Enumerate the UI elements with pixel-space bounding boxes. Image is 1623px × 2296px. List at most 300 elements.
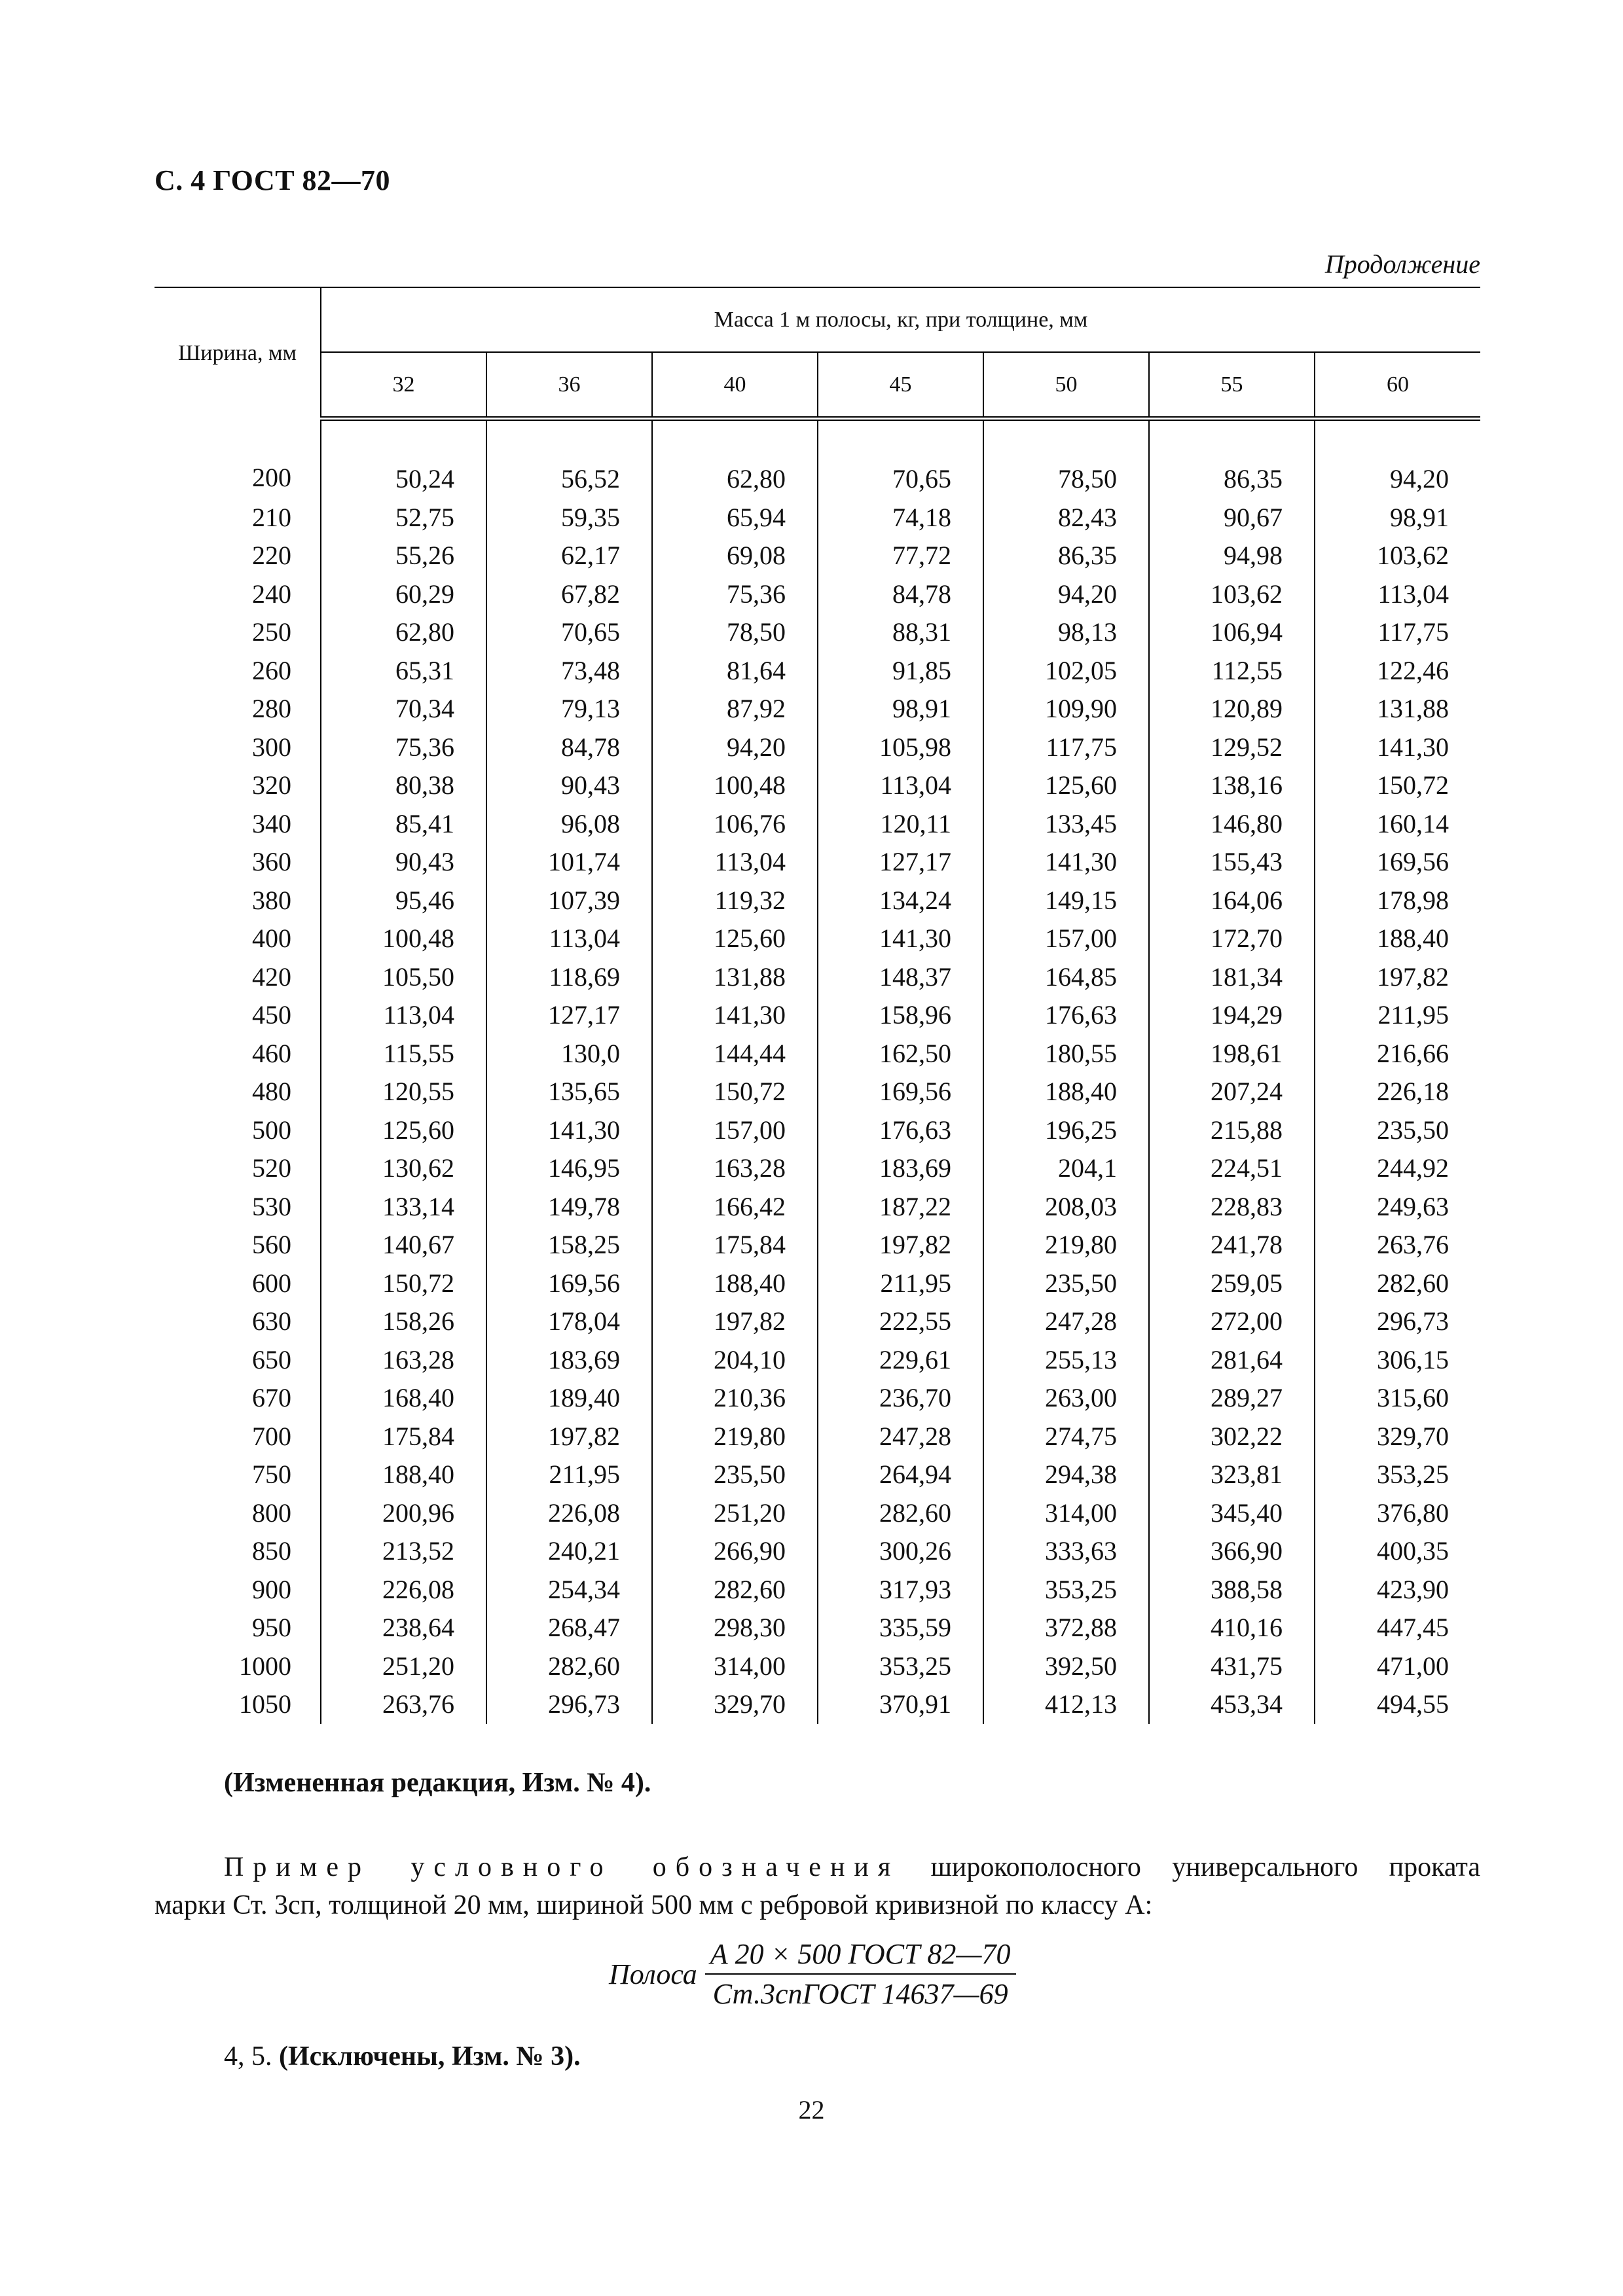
mass-cell: 131,88 <box>1377 694 1449 723</box>
mass-cell: 494,55 <box>1377 1689 1449 1719</box>
mass-cell: 75,36 <box>652 575 818 614</box>
mass-cell: 255,13 <box>983 1341 1149 1380</box>
mass-cell: 268,47 <box>486 1609 652 1647</box>
mass-cell: 266,90 <box>652 1532 818 1571</box>
table-row <box>155 1226 1480 1265</box>
mass-cell: 296,73 <box>486 1685 652 1724</box>
table-row <box>155 690 1480 728</box>
mass-cell: 247,28 <box>818 1418 983 1456</box>
mass-cell: 235,50 <box>1377 1115 1449 1145</box>
mass-cell: 224,51 <box>1149 1149 1315 1188</box>
table-row <box>155 996 1480 1035</box>
mass-cell: 376,80 <box>1377 1498 1449 1528</box>
mass-cell: 216,66 <box>1377 1038 1449 1068</box>
width-cell: 400 <box>155 920 321 958</box>
mass-cell: 282,60 <box>1377 1268 1449 1298</box>
width-cell: 750 <box>155 1456 321 1494</box>
continuation-label: Продолжение <box>1324 249 1480 279</box>
mass-cell: 204,10 <box>652 1341 818 1380</box>
mass-cell: 94,20 <box>983 575 1149 614</box>
mass-cell: 166,42 <box>652 1188 818 1227</box>
mass-cell: 62,80 <box>321 613 486 652</box>
mass-cell: 74,18 <box>818 499 983 537</box>
mass-cell: 298,30 <box>652 1609 818 1647</box>
mass-cell: 302,22 <box>1149 1418 1315 1456</box>
mass-cell: 263,76 <box>1377 1230 1449 1259</box>
width-cell: 210 <box>155 499 321 537</box>
mass-cell: 188,40 <box>983 1073 1149 1111</box>
mass-cell: 215,88 <box>1149 1111 1315 1150</box>
mass-cell: 264,94 <box>818 1456 983 1494</box>
mass-cell: 105,98 <box>818 728 983 767</box>
table-row <box>155 1609 1480 1647</box>
mass-cell: 226,08 <box>321 1571 486 1609</box>
mass-cell: 197,82 <box>652 1302 818 1341</box>
mass-cell: 198,61 <box>1149 1035 1315 1073</box>
mass-cell: 228,83 <box>1149 1188 1315 1227</box>
mass-cell: 400,35 <box>1377 1536 1449 1566</box>
formula-fraction <box>705 1937 1016 2011</box>
mass-cell: 241,78 <box>1149 1226 1315 1265</box>
mass-cell: 80,38 <box>321 766 486 805</box>
width-cell: 950 <box>155 1609 321 1647</box>
table-row <box>155 537 1480 575</box>
width-cell: 460 <box>155 1035 321 1073</box>
mass-cell: 113,04 <box>1377 579 1449 609</box>
table-row <box>155 1073 1480 1111</box>
mass-cell: 163,28 <box>321 1341 486 1380</box>
mass-cell: 119,32 <box>652 882 818 920</box>
mass-cell: 70,34 <box>321 690 486 728</box>
width-cell: 340 <box>155 805 321 844</box>
mass-cell: 150,72 <box>321 1265 486 1303</box>
table-row <box>155 1494 1480 1533</box>
width-cell: 320 <box>155 766 321 805</box>
mass-cell: 138,16 <box>1149 766 1315 805</box>
mass-cell: 274,75 <box>983 1418 1149 1456</box>
mass-cell: 388,58 <box>1149 1571 1315 1609</box>
mass-cell: 96,08 <box>486 805 652 844</box>
mass-cell: 200,96 <box>321 1494 486 1533</box>
mass-cell: 113,04 <box>321 996 486 1035</box>
mass-cell: 133,14 <box>321 1188 486 1227</box>
mass-cell: 120,11 <box>818 805 983 844</box>
formula-label: Полоса <box>609 1958 697 1990</box>
table-row <box>155 1685 1480 1724</box>
mass-cell: 117,75 <box>1377 617 1449 647</box>
mass-cell: 412,13 <box>983 1685 1149 1724</box>
mass-column-group-header: Масса 1 м полосы, кг, при толщине, мм <box>321 287 1480 352</box>
width-cell: 630 <box>155 1302 321 1341</box>
mass-cell: 70,65 <box>486 613 652 652</box>
table-row <box>155 1456 1480 1494</box>
mass-cell: 86,35 <box>1149 419 1315 499</box>
mass-cell: 392,50 <box>983 1647 1149 1686</box>
mass-cell: 183,69 <box>486 1341 652 1380</box>
width-cell: 380 <box>155 882 321 920</box>
width-cell: 700 <box>155 1418 321 1456</box>
mass-cell: 94,20 <box>652 728 818 767</box>
mass-cell: 176,63 <box>983 996 1149 1035</box>
mass-cell: 222,55 <box>818 1302 983 1341</box>
mass-cell: 329,70 <box>1377 1421 1449 1451</box>
width-cell: 480 <box>155 1073 321 1111</box>
mass-cell: 282,60 <box>818 1494 983 1533</box>
mass-cell: 134,24 <box>818 882 983 920</box>
table-row <box>155 805 1480 844</box>
mass-cell: 70,65 <box>818 419 983 499</box>
mass-cell: 300,26 <box>818 1532 983 1571</box>
table-row <box>155 1647 1480 1686</box>
mass-cell: 194,29 <box>1149 996 1315 1035</box>
mass-cell: 117,75 <box>983 728 1149 767</box>
mass-cell: 67,82 <box>486 575 652 614</box>
mass-cell: 50,24 <box>321 419 486 499</box>
width-cell: 500 <box>155 1111 321 1150</box>
thickness-header-60: 60 <box>1315 352 1480 419</box>
mass-cell: 90,67 <box>1149 499 1315 537</box>
thickness-header-45: 45 <box>818 352 983 419</box>
mass-cell: 101,74 <box>486 843 652 882</box>
width-cell: 670 <box>155 1379 321 1418</box>
mass-cell: 263,76 <box>321 1685 486 1724</box>
mass-cell: 164,85 <box>983 958 1149 997</box>
mass-cell: 81,64 <box>652 652 818 691</box>
page-header-title: С. 4 ГОСТ 82—70 <box>155 164 391 196</box>
mass-cell: 329,70 <box>652 1685 818 1724</box>
mass-cell: 447,45 <box>1377 1613 1449 1642</box>
mass-cell: 188,40 <box>321 1456 486 1494</box>
mass-cell: 335,59 <box>818 1609 983 1647</box>
mass-cell: 115,55 <box>321 1035 486 1073</box>
table-row <box>155 882 1480 920</box>
mass-cell: 65,94 <box>652 499 818 537</box>
mass-cell: 106,94 <box>1149 613 1315 652</box>
mass-cell: 98,91 <box>1390 502 1449 532</box>
mass-cell: 370,91 <box>818 1685 983 1724</box>
mass-cell: 196,25 <box>983 1111 1149 1150</box>
table-row <box>155 1188 1480 1227</box>
mass-cell: 155,43 <box>1149 843 1315 882</box>
mass-cell: 187,22 <box>818 1188 983 1227</box>
mass-cell: 197,82 <box>1377 961 1449 992</box>
thickness-header-row <box>155 352 1480 419</box>
mass-cell: 141,30 <box>983 843 1149 882</box>
example-line-1 <box>155 1848 1480 1886</box>
example-text-2: марки Ст. 3сп, толщиной 20 мм, шириной 500 мм с ребровой кривизной по классу А: <box>155 1890 1153 1920</box>
mass-cell: 183,69 <box>818 1149 983 1188</box>
mass-cell: 251,20 <box>652 1494 818 1533</box>
mass-cell: 226,08 <box>486 1494 652 1533</box>
mass-cell: 127,17 <box>486 996 652 1035</box>
table-row <box>155 1302 1480 1341</box>
width-cell: 240 <box>155 575 321 614</box>
mass-cell: 176,63 <box>818 1111 983 1150</box>
mass-cell: 172,70 <box>1149 920 1315 958</box>
mass-cell: 98,13 <box>983 613 1149 652</box>
mass-cell: 86,35 <box>983 537 1149 575</box>
mass-cell: 163,28 <box>652 1149 818 1188</box>
mass-cell: 120,55 <box>321 1073 486 1111</box>
mass-cell: 79,13 <box>486 690 652 728</box>
table-row <box>155 1111 1480 1150</box>
mass-cell: 62,17 <box>486 537 652 575</box>
mass-cell: 77,72 <box>818 537 983 575</box>
thickness-header-50: 50 <box>983 352 1149 419</box>
mass-cell: 150,72 <box>652 1073 818 1111</box>
mass-cell: 164,06 <box>1149 882 1315 920</box>
mass-cell: 178,04 <box>486 1302 652 1341</box>
table-row <box>155 652 1480 691</box>
mass-cell: 213,52 <box>321 1532 486 1571</box>
mass-cell: 366,90 <box>1149 1532 1315 1571</box>
mass-cell: 323,81 <box>1149 1456 1315 1494</box>
mass-cell: 60,29 <box>321 575 486 614</box>
mass-cell: 120,89 <box>1149 690 1315 728</box>
mass-cell: 75,36 <box>321 728 486 767</box>
mass-cell: 78,50 <box>652 613 818 652</box>
mass-cell: 150,72 <box>1377 770 1449 800</box>
mass-cell: 333,63 <box>983 1532 1149 1571</box>
mass-cell: 85,41 <box>321 805 486 844</box>
mass-cell: 211,95 <box>818 1265 983 1303</box>
table-row <box>155 1149 1480 1188</box>
width-cell: 560 <box>155 1226 321 1265</box>
mass-cell: 289,27 <box>1149 1379 1315 1418</box>
mass-cell: 103,62 <box>1377 541 1449 570</box>
example-lead-text: Пример условного обозначения <box>224 1852 900 1882</box>
mass-cell: 157,00 <box>983 920 1149 958</box>
designation-formula <box>609 1937 1016 2011</box>
mass-cell: 102,05 <box>983 652 1149 691</box>
mass-cell: 55,26 <box>321 537 486 575</box>
mass-cell: 65,31 <box>321 652 486 691</box>
mass-cell: 282,60 <box>486 1647 652 1686</box>
mass-cell: 78,50 <box>983 419 1149 499</box>
table-row <box>155 613 1480 652</box>
mass-cell: 249,63 <box>1377 1191 1449 1221</box>
mass-cell: 149,15 <box>983 882 1149 920</box>
thickness-header-32: 32 <box>321 352 486 419</box>
width-cell: 850 <box>155 1532 321 1571</box>
mass-cell: 112,55 <box>1149 652 1315 691</box>
mass-cell: 207,24 <box>1149 1073 1315 1111</box>
mass-cell: 62,80 <box>652 419 818 499</box>
edited-revision-note: (Измененная редакция, Изм. № 4). <box>224 1768 651 1798</box>
mass-cell: 106,76 <box>652 805 818 844</box>
mass-cell: 219,80 <box>983 1226 1149 1265</box>
mass-cell: 94,98 <box>1149 537 1315 575</box>
mass-cell: 140,67 <box>321 1226 486 1265</box>
mass-cell: 315,60 <box>1377 1383 1449 1412</box>
mass-cell: 189,40 <box>486 1379 652 1418</box>
mass-cell: 236,70 <box>818 1379 983 1418</box>
mass-cell: 118,69 <box>486 958 652 997</box>
mass-cell: 211,95 <box>486 1456 652 1494</box>
table-row <box>155 1035 1480 1073</box>
mass-cell: 188,40 <box>652 1265 818 1303</box>
mass-cell: 69,08 <box>652 537 818 575</box>
mass-cell: 94,20 <box>1390 464 1449 493</box>
table-row <box>155 575 1480 614</box>
mass-cell: 100,48 <box>652 766 818 805</box>
width-cell: 420 <box>155 958 321 997</box>
mass-cell: 169,56 <box>1377 847 1449 876</box>
mass-cell: 149,78 <box>486 1188 652 1227</box>
mass-cell: 314,00 <box>652 1647 818 1686</box>
mass-cell: 431,75 <box>1149 1647 1315 1686</box>
mass-cell: 180,55 <box>983 1035 1149 1073</box>
mass-cell: 210,36 <box>652 1379 818 1418</box>
mass-cell: 235,50 <box>983 1265 1149 1303</box>
mass-cell: 146,95 <box>486 1149 652 1188</box>
mass-cell: 296,73 <box>1377 1306 1449 1336</box>
mass-cell: 471,00 <box>1377 1651 1449 1681</box>
page-number: 22 <box>798 2095 825 2125</box>
width-cell: 800 <box>155 1494 321 1533</box>
mass-cell: 423,90 <box>1377 1574 1449 1604</box>
width-cell: 1000 <box>155 1647 321 1686</box>
mass-cell: 247,28 <box>983 1302 1149 1341</box>
mass-cell: 197,82 <box>486 1418 652 1456</box>
mass-cell: 219,80 <box>652 1418 818 1456</box>
mass-cell: 317,93 <box>818 1571 983 1609</box>
formula-denominator: Ст.3спГОСТ 14637—69 <box>712 1978 1008 2010</box>
mass-cell: 100,48 <box>321 920 486 958</box>
mass-cell: 113,04 <box>818 766 983 805</box>
mass-cell: 141,30 <box>652 996 818 1035</box>
table-row <box>155 1418 1480 1456</box>
mass-cell: 129,52 <box>1149 728 1315 767</box>
mass-cell: 158,96 <box>818 996 983 1035</box>
mass-cell: 130,62 <box>321 1149 486 1188</box>
thickness-header-36: 36 <box>486 352 652 419</box>
width-cell: 1050 <box>155 1685 321 1724</box>
mass-cell: 148,37 <box>818 958 983 997</box>
width-cell: 900 <box>155 1571 321 1609</box>
table-row <box>155 1571 1480 1609</box>
mass-cell: 144,44 <box>652 1035 818 1073</box>
mass-cell: 259,05 <box>1149 1265 1315 1303</box>
mass-cell: 113,04 <box>486 920 652 958</box>
width-cell: 300 <box>155 728 321 767</box>
mass-cell: 306,15 <box>1377 1344 1449 1374</box>
mass-cell: 141,30 <box>486 1111 652 1150</box>
table-body <box>155 419 1480 1724</box>
thickness-header-55: 55 <box>1149 352 1315 419</box>
mass-cell: 410,16 <box>1149 1609 1315 1647</box>
table-row <box>155 728 1480 767</box>
mass-cell: 240,21 <box>486 1532 652 1571</box>
table-row <box>155 499 1480 537</box>
mass-cell: 158,26 <box>321 1302 486 1341</box>
designation-example-paragraph <box>155 1848 1480 1924</box>
mass-cell: 82,43 <box>983 499 1149 537</box>
width-column-header: Ширина, мм <box>155 287 321 419</box>
mass-cell: 131,88 <box>652 958 818 997</box>
table-row <box>155 419 1480 499</box>
mass-cell: 146,80 <box>1149 805 1315 844</box>
formula-numerator: А 20 × 500 ГОСТ 82—70 <box>705 1937 1016 1975</box>
table-row <box>155 1341 1480 1380</box>
mass-cell: 272,00 <box>1149 1302 1315 1341</box>
thickness-header-40: 40 <box>652 352 818 419</box>
width-cell: 360 <box>155 843 321 882</box>
example-text-1: широкополосного универсального проката <box>930 1852 1480 1882</box>
mass-cell: 141,30 <box>818 920 983 958</box>
mass-cell: 125,60 <box>321 1111 486 1150</box>
width-cell: 220 <box>155 537 321 575</box>
mass-cell: 98,91 <box>818 690 983 728</box>
mass-cell: 107,39 <box>486 882 652 920</box>
mass-cell: 282,60 <box>652 1571 818 1609</box>
mass-cell: 281,64 <box>1149 1341 1315 1380</box>
mass-cell: 127,17 <box>818 843 983 882</box>
mass-cell: 56,52 <box>486 419 652 499</box>
mass-cell: 188,40 <box>1377 924 1449 953</box>
mass-cell: 84,78 <box>818 575 983 614</box>
mass-cell: 105,50 <box>321 958 486 997</box>
mass-cell: 122,46 <box>1377 655 1449 685</box>
mass-cell: 238,64 <box>321 1609 486 1647</box>
mass-cell: 178,98 <box>1377 885 1449 915</box>
mass-cell: 169,56 <box>486 1265 652 1303</box>
mass-cell: 254,34 <box>486 1571 652 1609</box>
mass-cell: 59,35 <box>486 499 652 537</box>
mass-cell: 133,45 <box>983 805 1149 844</box>
mass-cell: 204,1 <box>983 1149 1149 1188</box>
mass-cell: 90,43 <box>486 766 652 805</box>
table-row <box>155 958 1480 997</box>
mass-cell: 181,34 <box>1149 958 1315 997</box>
width-cell: 650 <box>155 1341 321 1380</box>
mass-cell: 208,03 <box>983 1188 1149 1227</box>
mass-cell: 87,92 <box>652 690 818 728</box>
mass-cell: 113,04 <box>652 843 818 882</box>
table-row <box>155 843 1480 882</box>
mass-cell: 169,56 <box>818 1073 983 1111</box>
mass-cell: 244,92 <box>1377 1153 1449 1183</box>
mass-cell: 226,18 <box>1377 1077 1449 1106</box>
mass-cell: 52,75 <box>321 499 486 537</box>
mass-cell: 175,84 <box>321 1418 486 1456</box>
mass-cell: 135,65 <box>486 1073 652 1111</box>
mass-cell: 95,46 <box>321 882 486 920</box>
mass-cell: 294,38 <box>983 1456 1149 1494</box>
excluded-items-bold: (Исключены, Изм. № 3). <box>279 2041 581 2072</box>
mass-cell: 168,40 <box>321 1379 486 1418</box>
width-cell: 520 <box>155 1149 321 1188</box>
table-row <box>155 766 1480 805</box>
excluded-items-prefix: 4, 5. <box>224 2041 272 2072</box>
mass-cell: 157,00 <box>652 1111 818 1150</box>
mass-cell: 175,84 <box>652 1226 818 1265</box>
width-cell: 250 <box>155 613 321 652</box>
width-cell: 260 <box>155 652 321 691</box>
mass-cell: 109,90 <box>983 690 1149 728</box>
mass-cell: 453,34 <box>1149 1685 1315 1724</box>
mass-cell: 263,00 <box>983 1379 1149 1418</box>
mass-cell: 353,25 <box>983 1571 1149 1609</box>
width-cell: 200 <box>155 419 321 499</box>
width-cell: 450 <box>155 996 321 1035</box>
mass-cell: 141,30 <box>1377 732 1449 762</box>
mass-cell: 229,61 <box>818 1341 983 1380</box>
mass-cell: 88,31 <box>818 613 983 652</box>
mass-cell: 90,43 <box>321 843 486 882</box>
mass-cell: 353,25 <box>818 1647 983 1686</box>
width-cell: 600 <box>155 1265 321 1303</box>
